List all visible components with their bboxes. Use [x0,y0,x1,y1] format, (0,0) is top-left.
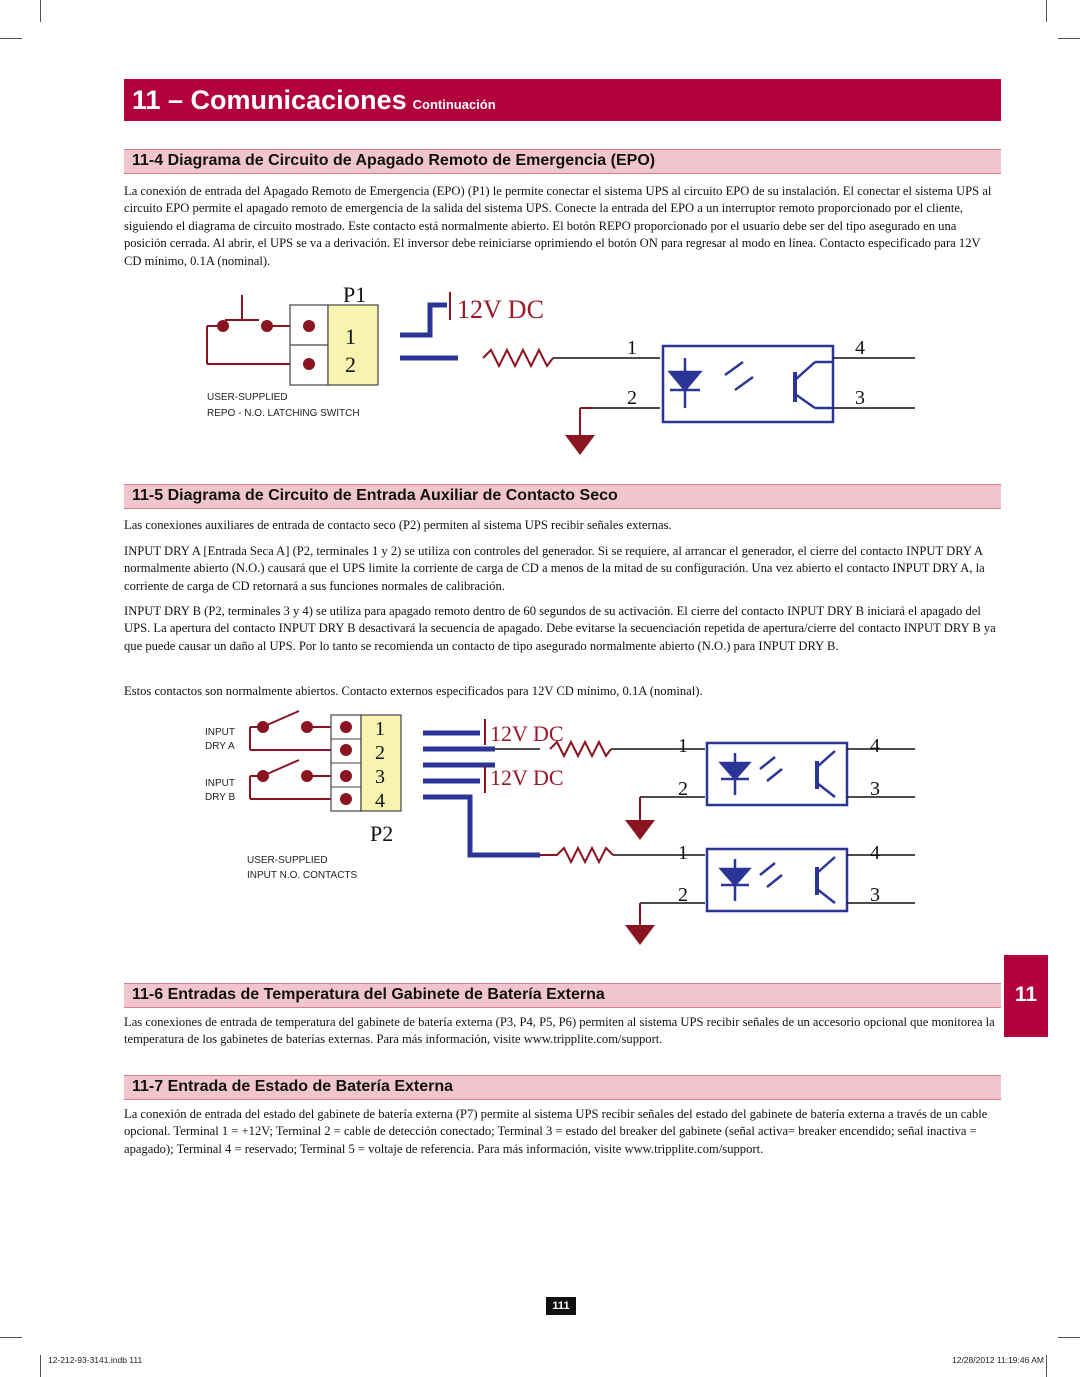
12v-dc-label-a: 12V DC [490,721,564,746]
optocoupler [707,743,847,805]
footer-file: 12-212-93-3141.indb 111 [48,1355,143,1365]
user-supplied-label: USER-SUPPLIED [207,392,288,403]
section-heading-text: 11-7 Entrada de Estado de Batería Externa [132,1078,454,1095]
paragraph-battery-temp: Las conexiones de entrada de temperatura del gabinete de batería externa (P3, P4, P5, P6) permiten al sistema UPS recibir señales de un accesorio opcional que monitorea la temperatura de los gabinetes de baterías externas. Para más información, visite www.tripplite.com/support. [124,1015,995,1047]
p2-pin-1: 1 [375,718,385,740]
opto-pin-4: 4 [855,337,865,359]
opto-pin-1: 1 [627,337,637,359]
crop-mark [1058,38,1080,39]
input-dry-a-label-1: INPUT [205,727,235,738]
chapter-side-tab-number: 11 [1014,983,1038,1006]
paragraph-epo: La conexión de entrada del Apagado Remoto de Emergencia (EPO) (P1) le permite conectar el sistema UPS al circuito EPO de su instalación. El conectar el sistema UPS al circuito EPO permite el apagado remoto de emergencia de la salida del sistema UPS. Conecte la entrada del EPO a un interruptor remoto proporcionado por el cliente, siguiendo el diagrama de circuito mostrado. Este contacto está normalmente abierto. El botón REPO proporcionado por el usuario debe ser del tipo asegurado en una posición cerrada. Al abrir, el UPS se va a derivación. El inversor debe reiniciarse oprimiendo el botón ON para regresar al modo en línea. Contacto especificado para 12V CD mínimo, 0.1A (nominal). [124,184,992,268]
resistor-icon [550,742,611,756]
chapter-side-tab [1004,955,1048,1037]
opto1-pin-2: 2 [678,778,688,800]
crop-mark [1058,1337,1080,1338]
section-heading-11-4 [124,149,1001,174]
paragraph-contacts-spec: Estos contactos son normalmente abiertos. Contacto externos especificados para 12V CD mínimo, 0.1A (nominal). [124,684,703,698]
section-heading-11-5 [124,484,1001,509]
resistor-icon [483,350,553,366]
section-heading-11-6 [124,983,1001,1008]
ground-icon [625,925,655,945]
optocoupler [707,849,847,911]
12v-dc-label-b: 12V DC [490,765,564,790]
p1-pin-2: 2 [345,352,356,377]
chapter-banner [124,79,1001,121]
paragraph-battery-status: La conexión de entrada del estado del gabinete de batería externa (P7) permite al sistema UPS recibir señales del estado del gabinete de batería externa a través de un cable opcional. Terminal 1 = +12V; Terminal 2 = cable de detección conectado; Terminal 3 = estado del breaker del gabinete (señal activa= breaker encendido; señal inactiva = apagado); Terminal 4 = reservado; Terminal 5 = voltaje de referencia. Para más información, visite www.tripplite.com/support. [124,1107,988,1156]
crop-mark [40,0,41,22]
contact-switches [250,711,331,799]
page-number: 111 [546,1297,576,1315]
epo-circuit-diagram [195,280,925,460]
repo-switch [207,295,290,364]
section-heading-text: 11-5 Diagrama de Circuito de Entrada Auxiliar de Contacto Seco [132,487,618,504]
opto2-pin-2: 2 [678,884,688,906]
p2-label: P2 [370,821,394,846]
crop-mark [0,38,22,39]
p2-pin-2: 2 [375,742,385,764]
crop-mark [1046,1355,1047,1377]
p2-pin-4: 4 [375,790,385,812]
footer-timestamp: 12/28/2012 11:19:46 AM [951,1355,1044,1365]
ground-icon [625,820,655,840]
p1-label: P1 [343,282,367,307]
opto-pin-3: 3 [855,387,865,409]
wires [423,733,540,855]
chapter-title-text: 11 – Comunicaciones [132,85,407,115]
crop-mark [1046,0,1047,22]
opto2-pin-4: 4 [870,842,880,864]
p1-pin-1: 1 [345,324,356,349]
chapter-title [132,82,496,123]
chapter-subtitle: Continuación [412,97,496,112]
input-dry-b-label-1: INPUT [205,778,235,789]
12v-supply [400,305,447,335]
opto2-pin-1: 1 [678,842,688,864]
paragraph-input-dry-a: INPUT DRY A [Entrada Seca A] (P2, terminales 1 y 2) se utiliza con controles del generador. Si se requiere, al arrancar el generador, el cierre del contacto INPUT DRY A normalmente abierto (N.O.) causará que el UPS limite la corriente de carga de CD a menos de la mitad de su configuración. Una vez abierto el contacto INPUT DRY A, la corriente de carga de CD retornará a sus funciones normales de calibración. [124,544,985,593]
dry-contact-circuit-diagram [195,705,925,950]
user-supplied-label: USER-SUPPLIED [247,855,328,866]
optocoupler [663,346,833,422]
crop-mark [0,1337,22,1338]
opto2-pin-3: 3 [870,884,880,906]
p2-pin-3: 3 [375,766,385,788]
ground-icon [565,435,595,455]
contacts-type-label: INPUT N.O. CONTACTS [247,870,358,881]
opto-pin-2: 2 [627,387,637,409]
opto1-pin-3: 3 [870,778,880,800]
resistor-icon [540,848,613,862]
12v-dc-label: 12V DC [457,295,544,324]
paragraph-input-dry-b: INPUT DRY B (P2, terminales 3 y 4) se utiliza para apagado remoto dentro de 60 segundos de su activación. El cierre del contacto INPUT DRY B iniciará el apagado del UPS. La apertura del contacto INPUT DRY B desactivará la secuencia de apagado. Debe evitarse la secuenciación repetida de apertura/cierre del contacto INPUT DRY B ya que puede causar un daño al UPS. Por lo tanto se recomienda un contacto de tipo asegurado normalmente abierto (N.O.) para INPUT DRY B. [124,604,996,653]
opto1-pin-1: 1 [678,735,688,757]
crop-mark [40,1355,41,1377]
opto1-pin-4: 4 [870,735,880,757]
input-dry-b-label-2: DRY B [205,792,236,803]
section-heading-text: 11-4 Diagrama de Circuito de Apagado Remoto de Emergencia (EPO) [132,152,656,169]
switch-type-label: REPO - N.O. LATCHING SWITCH [207,408,360,419]
section-heading-text: 11-6 Entradas de Temperatura del Gabinete de Batería Externa [132,986,605,1003]
section-heading-11-7 [124,1075,1001,1100]
input-dry-a-label-2: DRY A [205,741,235,752]
paragraph-dry-contacts-intro: Las conexiones auxiliares de entrada de contacto seco (P2) permiten al sistema UPS recibir señales externas. [124,518,672,532]
